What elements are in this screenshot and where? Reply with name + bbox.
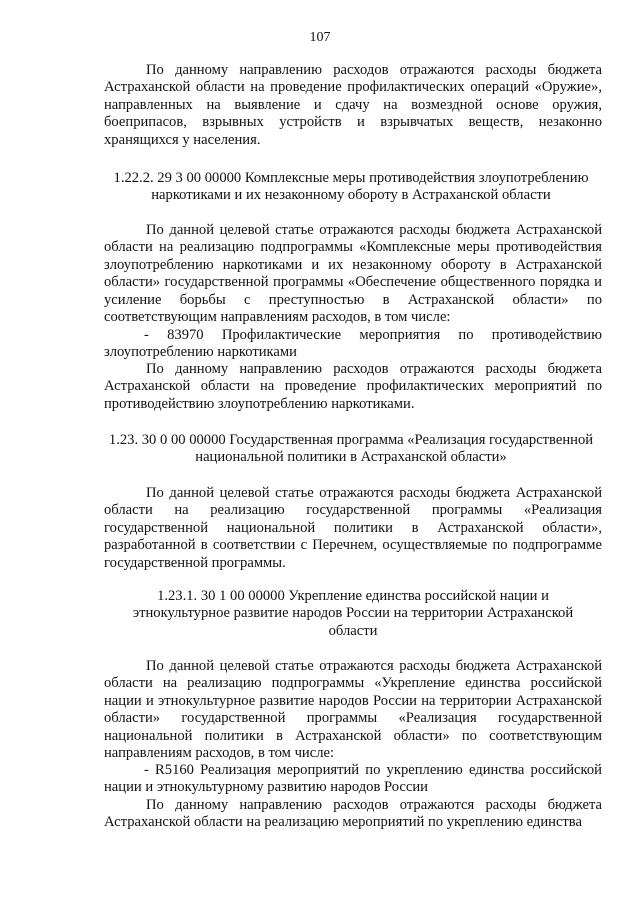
paragraph-anti-drug-measures: По данному направлению расходов отражаются расходы бюджета Астраханской области на проведение профилактических мероприятий по противодействию злоупотреблению наркотиками.: [104, 361, 602, 412]
page-number: 107: [309, 30, 331, 45]
heading-national-policy-program: 1.23. 30 0 00 00000 Государственная программа «Реализация государственной национальной политики в Астраханской области»: [108, 432, 594, 466]
paragraph-weapons-operations: По данному направлению расходов отражаются расходы бюджета Астраханской области на проведение профилактических операций «Оружие», направленных на выявление и сдачу на возмездной основе оружия, боеприпасов, взрывных устройств и взрывчатых веществ, незаконно хранящихся у населения.: [104, 62, 602, 148]
paragraph-anti-drug-subprogram: По данной целевой статье отражаются расходы бюджета Астраханской области на реализацию подпрограммы «Комплексные меры противодействия злоупотреблению наркотиками и их незаконному обороту в Астраханской области» государственной программы «Обеспечение общественного порядка и усиление борьбы с преступностью в Астраханской области» по соответствующим направлениям расходов, в том числе:: [104, 222, 602, 326]
list-item-R5160: - R5160 Реализация мероприятий по укреплению единства российской нации и этнокультурному развитию народов России: [104, 762, 602, 796]
paragraph-unity-measures: По данному направлению расходов отражаются расходы бюджета Астраханской области на реализацию мероприятий по укреплению единства: [104, 797, 602, 831]
list-item-83970: - 83970 Профилактические мероприятия по противодействию злоупотреблению наркотиками: [104, 327, 602, 361]
paragraph-national-policy-program: По данной целевой статье отражаются расходы бюджета Астраханской области на реализацию государственной программы «Реализация государственной национальной политики в Астраханской области», разработанной в соответствии с Перечнем, осуществляемые по подпрограмме государственной программы.: [104, 485, 602, 571]
paragraph-unity-subprogram: По данной целевой статье отражаются расходы бюджета Астраханской области на реализацию подпрограммы «Укрепление единства российской нации и этнокультурное развитие народов России на территории Астраханской области» государственной программы «Реализация государственной национальной политики в Астраханской области» по соответствующим направлениям расходов, в том числе:: [104, 658, 602, 762]
heading-anti-drug-subprogram: 1.22.2. 29 3 00 00000 Комплексные меры противодействия злоупотреблению наркотиками и их незаконному обороту в Астраханской области: [113, 170, 589, 204]
heading-unity-subprogram: 1.23.1. 30 1 00 00000 Укрепление единства российской нации и этнокультурное развитие народов России на территории Астраханской области: [132, 588, 574, 639]
